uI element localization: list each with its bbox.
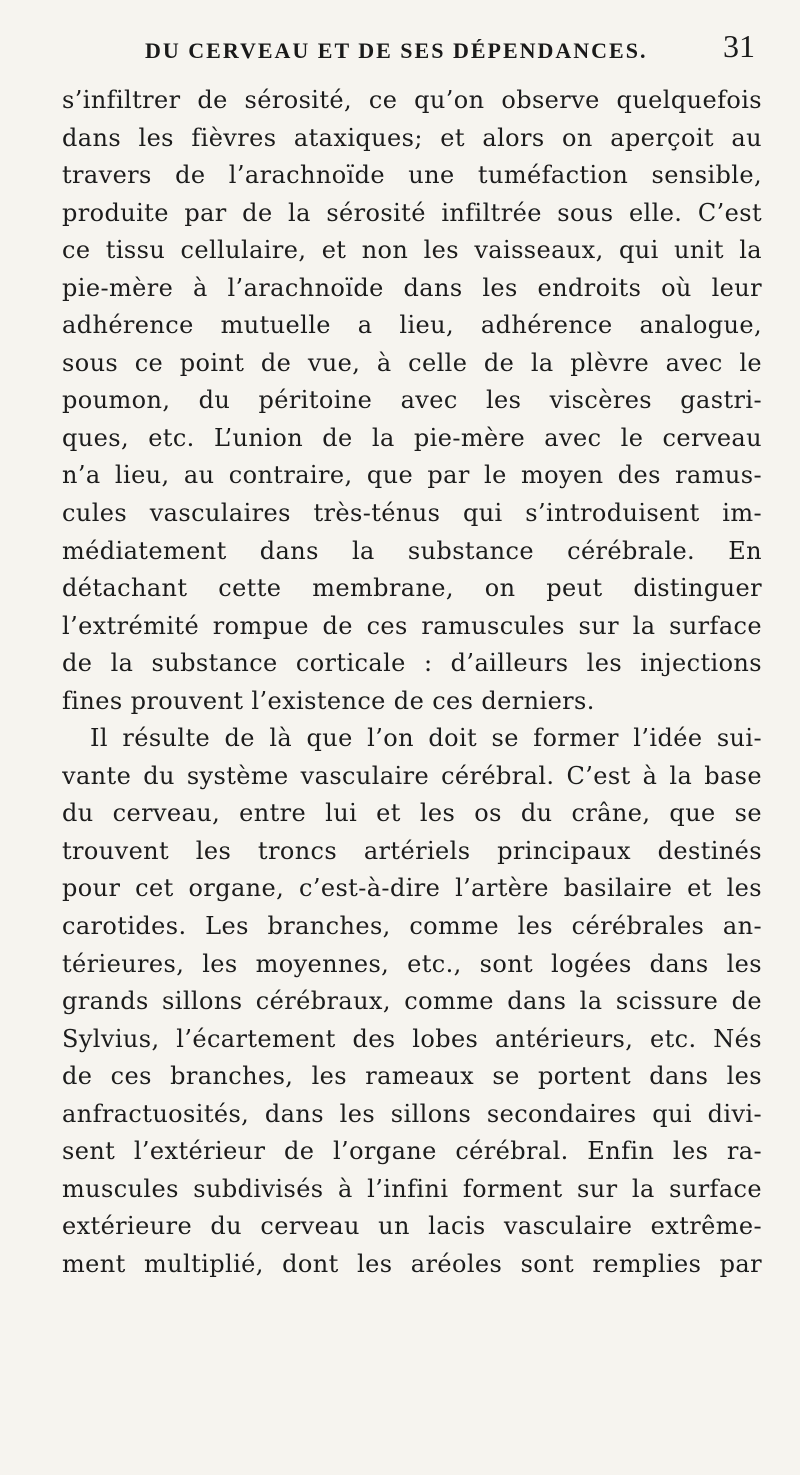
text-line: ment multiplié, dont les aréoles sont remplies par <box>62 1249 762 1278</box>
text-line: pour cet organe, c’est-à-dire l’artère basilaire et les <box>62 874 762 903</box>
text-line: poumon, du péritoine avec les viscères gastri- <box>62 386 762 415</box>
text-line-paragraph-end: fines prouvent l’existence de ces derniers. <box>62 686 595 715</box>
text-line: muscules subdivisés à l’infini forment sur la surface <box>62 1174 762 1203</box>
text-line: cules vasculaires très-ténus qui s’introduisent im- <box>62 499 762 528</box>
text-line: trouvent les troncs artériels principaux destinés <box>62 836 762 865</box>
text-line: ce tissu cellulaire, et non les vaisseaux, qui unit la <box>62 236 762 265</box>
text-line: pie-mère à l’arachnoïde dans les endroits où leur <box>62 273 762 302</box>
text-line: l’extrémité rompue de ces ramuscules sur la surface <box>62 611 762 640</box>
text-line: travers de l’arachnoïde une tuméfaction sensible, <box>62 161 762 190</box>
text-line: grands sillons cérébraux, comme dans la scissure de <box>62 987 762 1016</box>
text-line: carotides. Les branches, comme les cérébrales an- <box>62 912 762 941</box>
page-header <box>60 28 760 68</box>
body-text <box>62 82 762 1284</box>
text-line: n’a lieu, au contraire, que par le moyen des ramus- <box>62 461 762 490</box>
text-line: adhérence mutuelle a lieu, adhérence analogue, <box>62 311 762 340</box>
text-line: dans les fièvres ataxiques; et alors on aperçoit au <box>62 123 762 152</box>
text-line: anfractuosités, dans les sillons secondaires qui divi- <box>62 1099 762 1128</box>
text-line: produite par de la sérosité infiltrée sous elle. C’est <box>62 198 762 227</box>
text-line: du cerveau, entre lui et les os du crâne, que se <box>62 799 762 828</box>
text-line: s’infiltrer de sérosité, ce qu’on observe quelquefois <box>62 86 762 114</box>
text-line: de la substance corticale : d’ailleurs les injections <box>62 649 762 678</box>
text-line: médiatement dans la substance cérébrale. En <box>62 536 762 565</box>
text-line-paragraph-start: Il résulte de là que l’on doit se former l’idée sui- <box>90 724 762 753</box>
text-line: détachant cette membrane, on peut distinguer <box>62 574 762 603</box>
running-title: DU CERVEAU ET DE SES DÉPENDANCES. <box>145 38 648 63</box>
text-line: Sylvius, l’écartement des lobes antérieurs, etc. Nés <box>62 1024 762 1053</box>
text-line: sent l’extérieur de l’organe cérébral. Enfin les ra- <box>62 1137 762 1166</box>
page-number: 31 <box>723 28 755 64</box>
text-line: extérieure du cerveau un lacis vasculaire extrême- <box>62 1212 762 1241</box>
text-line: sous ce point de vue, à celle de la plèvre avec le <box>62 348 762 377</box>
text-line: de ces branches, les rameaux se portent dans les <box>62 1062 762 1091</box>
text-line: térieures, les moyennes, etc., sont logées dans les <box>62 949 762 978</box>
text-line: vante du système vasculaire cérébral. C’est à la base <box>62 761 762 790</box>
text-line: ques, etc. L’union de la pie-mère avec le cerveau <box>62 423 762 452</box>
